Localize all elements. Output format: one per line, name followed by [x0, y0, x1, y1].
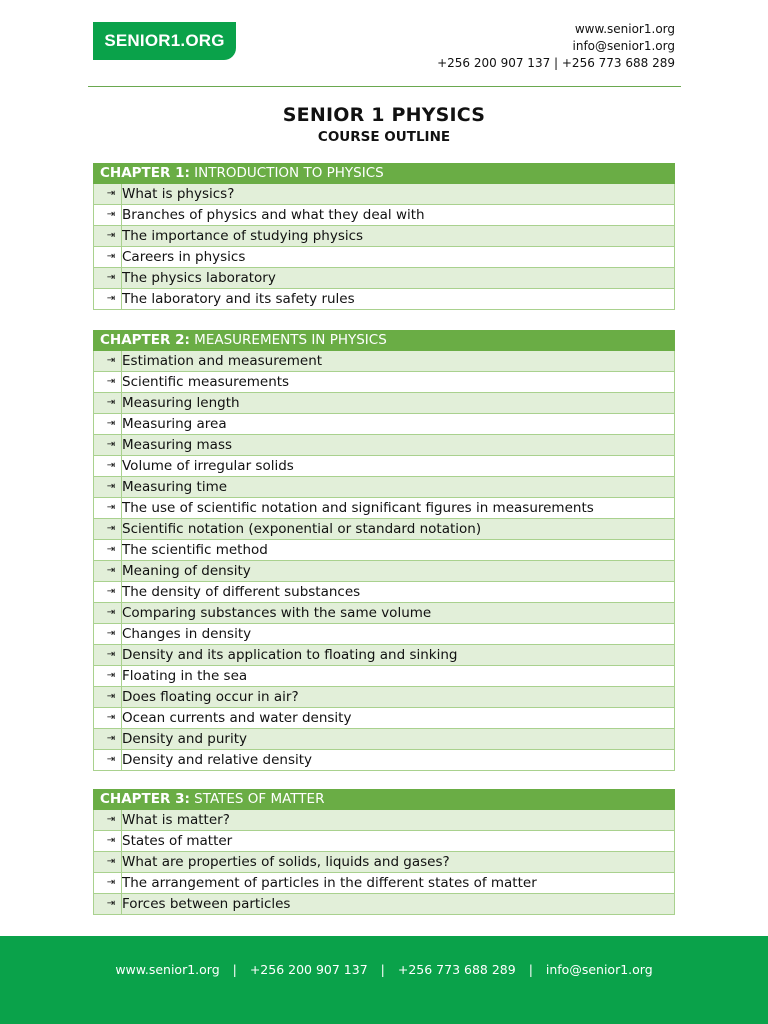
topic-text: Scientific measurements — [122, 374, 290, 390]
topic-row — [93, 561, 675, 582]
topic-row — [93, 810, 675, 831]
topic-text: Meaning of density — [122, 563, 251, 579]
topic-row — [93, 205, 675, 226]
topic-row — [93, 351, 675, 372]
chapter-3-label: CHAPTER 3: — [100, 791, 190, 807]
topic-text: Estimation and measurement — [122, 353, 323, 369]
topic-row — [93, 456, 675, 477]
topic-text: Density and its application to floating and sinking — [122, 647, 458, 663]
chapter-2-label: CHAPTER 2: — [100, 332, 190, 348]
chapter-1-header — [93, 163, 675, 184]
footer-bar — [0, 936, 768, 1024]
topic-row — [93, 831, 675, 852]
tab-arrow-icon: ⇥ — [106, 439, 116, 450]
logo[interactable]: SENIOR1.ORG — [93, 22, 236, 60]
tab-arrow-icon: ⇥ — [106, 523, 116, 534]
topic-row — [93, 729, 675, 750]
topic-gutter — [94, 687, 122, 707]
tab-arrow-icon: ⇥ — [106, 898, 116, 909]
tab-arrow-icon: ⇥ — [106, 628, 116, 639]
tab-arrow-icon: ⇥ — [106, 691, 116, 702]
tab-arrow-icon: ⇥ — [106, 586, 116, 597]
topic-text: The use of scientific notation and significant figures in measurements — [122, 500, 594, 516]
tab-arrow-icon: ⇥ — [106, 272, 116, 283]
tab-arrow-icon: ⇥ — [106, 209, 116, 220]
tab-arrow-icon: ⇥ — [106, 733, 116, 744]
chapter-2-name: MEASUREMENTS IN PHYSICS — [194, 332, 387, 348]
footer-separator: | — [380, 962, 385, 977]
topic-text: Density and relative density — [122, 752, 313, 768]
topic-text: Scientific notation (exponential or standard notation) — [122, 521, 482, 537]
topic-gutter — [94, 810, 122, 830]
topic-text: The laboratory and its safety rules — [122, 291, 355, 307]
topic-text: Measuring time — [122, 479, 228, 495]
topic-row — [93, 666, 675, 687]
tab-arrow-icon: ⇥ — [106, 856, 116, 867]
topic-text: What are properties of solids, liquids and gases? — [122, 854, 450, 870]
page-title: SENIOR 1 PHYSICS — [282, 104, 486, 126]
topic-gutter — [94, 708, 122, 728]
topic-text: The arrangement of particles in the different states of matter — [122, 875, 537, 891]
topic-gutter — [94, 666, 122, 686]
topic-row — [93, 582, 675, 603]
topic-row — [93, 372, 675, 393]
topic-row — [93, 435, 675, 456]
tab-arrow-icon: ⇥ — [106, 670, 116, 681]
topic-row — [93, 603, 675, 624]
chapter-1-name: INTRODUCTION TO PHYSICS — [194, 165, 384, 181]
tab-arrow-icon: ⇥ — [106, 754, 116, 765]
topic-row — [93, 247, 675, 268]
topic-row — [93, 226, 675, 247]
topic-gutter — [94, 456, 122, 476]
topic-gutter — [94, 184, 122, 204]
topic-text: Forces between particles — [122, 896, 291, 912]
tab-arrow-icon: ⇥ — [106, 397, 116, 408]
topic-gutter — [94, 561, 122, 581]
topic-text: Changes in density — [122, 626, 252, 642]
chapter-3-name: STATES OF MATTER — [194, 791, 325, 807]
chapter-3-rows — [93, 810, 675, 915]
tab-arrow-icon: ⇥ — [106, 877, 116, 888]
topic-row — [93, 268, 675, 289]
topic-row — [93, 519, 675, 540]
topic-gutter — [94, 750, 122, 770]
chapter-3-table — [93, 789, 675, 915]
topic-text: Careers in physics — [122, 249, 246, 265]
topic-row — [93, 393, 675, 414]
footer-separator: | — [528, 962, 533, 977]
topic-row — [93, 687, 675, 708]
topic-gutter — [94, 435, 122, 455]
topic-gutter — [94, 393, 122, 413]
header-phones: +256 200 907 137 | +256 773 688 289 — [437, 56, 675, 70]
topic-gutter — [94, 894, 122, 914]
topic-gutter — [94, 645, 122, 665]
topic-row — [93, 894, 675, 915]
topic-row — [93, 852, 675, 873]
tab-arrow-icon: ⇥ — [106, 230, 116, 241]
tab-arrow-icon: ⇥ — [106, 565, 116, 576]
topic-text: Ocean currents and water density — [122, 710, 352, 726]
topic-row — [93, 645, 675, 666]
topic-text: Does floating occur in air? — [122, 689, 299, 705]
chapter-1-label: CHAPTER 1: — [100, 165, 190, 181]
tab-arrow-icon: ⇥ — [106, 502, 116, 513]
topic-text: Volume of irregular solids — [122, 458, 294, 474]
topic-text: The physics laboratory — [122, 270, 276, 286]
topic-row — [93, 873, 675, 894]
header-divider — [88, 86, 681, 87]
tab-arrow-icon: ⇥ — [106, 607, 116, 618]
chapter-1-rows — [93, 184, 675, 310]
topic-gutter — [94, 351, 122, 371]
topic-text: What is matter? — [122, 812, 230, 828]
tab-arrow-icon: ⇥ — [106, 251, 116, 262]
topic-gutter — [94, 873, 122, 893]
topic-row — [93, 184, 675, 205]
tab-arrow-icon: ⇥ — [106, 188, 116, 199]
footer-phone-2: +256 773 688 289 — [397, 962, 516, 977]
topic-row — [93, 498, 675, 519]
topic-gutter — [94, 624, 122, 644]
chapter-2-table — [93, 330, 675, 771]
topic-text: What is physics? — [122, 186, 235, 202]
topic-gutter — [94, 289, 122, 309]
topic-row — [93, 624, 675, 645]
topic-text: Density and purity — [122, 731, 248, 747]
topic-row — [93, 477, 675, 498]
tab-arrow-icon: ⇥ — [106, 418, 116, 429]
topic-gutter — [94, 831, 122, 851]
topic-gutter — [94, 498, 122, 518]
topic-row — [93, 414, 675, 435]
topic-text: The importance of studying physics — [122, 228, 364, 244]
topic-gutter — [94, 852, 122, 872]
topic-gutter — [94, 247, 122, 267]
tab-arrow-icon: ⇥ — [106, 376, 116, 387]
tab-arrow-icon: ⇥ — [106, 355, 116, 366]
topic-gutter — [94, 603, 122, 623]
topic-text: Comparing substances with the same volume — [122, 605, 432, 621]
page-subtitle: COURSE OUTLINE — [317, 129, 451, 145]
topic-gutter — [94, 268, 122, 288]
footer-separator: | — [232, 962, 237, 977]
topic-text: Branches of physics and what they deal with — [122, 207, 425, 223]
topic-text: States of matter — [122, 833, 233, 849]
tab-arrow-icon: ⇥ — [106, 835, 116, 846]
footer-contact — [0, 962, 768, 977]
chapter-2-rows — [93, 351, 675, 771]
topic-text: Measuring area — [122, 416, 227, 432]
tab-arrow-icon: ⇥ — [106, 712, 116, 723]
topic-text: Measuring mass — [122, 437, 233, 453]
topic-text: Floating in the sea — [122, 668, 248, 684]
tab-arrow-icon: ⇥ — [106, 649, 116, 660]
topic-gutter — [94, 205, 122, 225]
topic-text: Measuring length — [122, 395, 240, 411]
footer-phone-1: +256 200 907 137 — [249, 962, 368, 977]
topic-text: The density of different substances — [122, 584, 361, 600]
topic-text: The scientific method — [122, 542, 268, 558]
topic-gutter — [94, 519, 122, 539]
footer-website[interactable]: www.senior1.org — [115, 962, 220, 977]
topic-gutter — [94, 372, 122, 392]
topic-row — [93, 289, 675, 310]
topic-gutter — [94, 414, 122, 434]
tab-arrow-icon: ⇥ — [106, 481, 116, 492]
tab-arrow-icon: ⇥ — [106, 544, 116, 555]
header-contact — [437, 21, 675, 72]
tab-arrow-icon: ⇥ — [106, 814, 116, 825]
topic-gutter — [94, 729, 122, 749]
chapter-1-table — [93, 163, 675, 310]
chapter-3-header — [93, 789, 675, 810]
topic-row — [93, 540, 675, 561]
topic-gutter — [94, 477, 122, 497]
tab-arrow-icon: ⇥ — [106, 460, 116, 471]
topic-row — [93, 750, 675, 771]
header-email[interactable]: info@senior1.org — [572, 39, 675, 53]
header-website[interactable]: www.senior1.org — [574, 22, 675, 36]
chapter-2-header — [93, 330, 675, 351]
topic-gutter — [94, 226, 122, 246]
topic-gutter — [94, 540, 122, 560]
topic-gutter — [94, 582, 122, 602]
footer-email[interactable]: info@senior1.org — [545, 962, 653, 977]
tab-arrow-icon: ⇥ — [106, 293, 116, 304]
topic-row — [93, 708, 675, 729]
